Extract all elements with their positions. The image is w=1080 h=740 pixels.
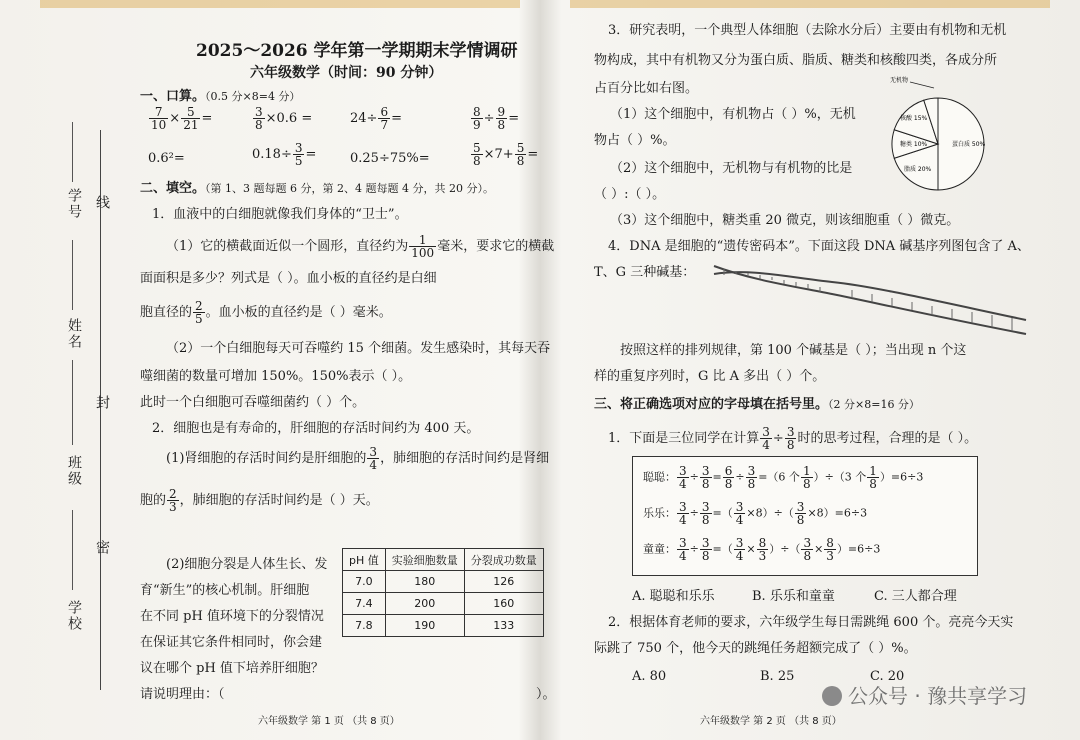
blank-line (72, 240, 73, 310)
reasoning-row-lele: 乐乐： $\frac{3}{4}$ ÷ $\frac{3}{8}$ =（ $\frac{3}{4}$ ×8）÷（ $\frac{3}{8}$ ×8）=6÷3 (643, 500, 868, 527)
question-2-2-2-line5: 议在哪个 pH 值下培养肝细胞？ (140, 661, 324, 676)
question-2-2: 2．细胞也是有寿命的，肝细胞的存活时间约为 400 天。 (152, 421, 480, 436)
composition-pie-chart (888, 74, 988, 206)
calc-item-1: $\frac{7}{10}$ × $\frac{5}{21}$ = (151, 105, 213, 132)
table-row: 7.8 190 133 (343, 615, 544, 637)
top-edge (40, 0, 520, 8)
question-2-2-2-line1: (2)细胞分裂是人体生长、发 (166, 557, 328, 572)
pie-label-nucleic: 核酸 15% (900, 115, 928, 122)
blank-line (72, 360, 73, 445)
question-3-1: （1）这个细胞中，有机物占（ ）%，无机 (610, 107, 856, 122)
question-3-1-cont: 物占（ ）%。 (594, 133, 676, 148)
question-2-2-1: (1)肾细胞的存活时间约是肝细胞的 $\frac{3}{4}$ ，肺细胞的存活时间约是肾细 (166, 445, 550, 472)
question-2-1-2: （2）一个白细胞每天可吞噬约 15 个细菌。发生感染时，其每天吞 (166, 341, 551, 356)
section3-heading: 三、将正确选项对应的字母填在括号里。（2 分×8=16 分） (594, 397, 920, 412)
table-row: 7.4 200 160 (343, 593, 544, 615)
question-4: 4．DNA 是细胞的“遗传密码本”。下面这段 DNA 碱基序列图包含了 A、 (608, 239, 1030, 254)
question-3-line1: 3．研究表明，一个典型人体细胞（去除水分后）主要由有机物和无机 (608, 23, 1007, 38)
footer-right: 六年级数学 第 2 页 （共 8 页） (700, 716, 842, 727)
question-2-2-2-line4: 在保证其它条件相同时，你会建 (140, 635, 323, 650)
pie-label-lipid: 脂质 20% (904, 166, 932, 173)
question-3-3: （3）这个细胞中，糖类重 20 微克，则该细胞重（ ）微克。 (610, 213, 960, 228)
pie-label-sugar: 糖类 10% (900, 141, 928, 148)
question-2-2-2-end: ）。 (536, 687, 556, 702)
question-2-2-2-line6: 请说明理由：（ (140, 687, 225, 702)
question-3-line2: 物构成，其中有机物又分为蛋白质、脂质、糖类和核酸四类，各成分所 (594, 53, 998, 68)
question-3-2-cont: （ ）:（ ）。 (594, 187, 666, 202)
line-label: 线 (94, 195, 110, 211)
calc-item-7: 0.25÷75%= (350, 151, 430, 166)
choice-1-option-b: B. 乐乐和童童 (752, 589, 835, 604)
choice-question-2: 2．根据体育老师的要求，六年级学生每日需跳绳 600 个。亮亮今天实 (608, 615, 1014, 630)
table-header: 分裂成功数量 (464, 549, 543, 571)
section2-heading: 二、填空。（第 1、3 题每题 6 分，第 2、4 题每题 4 分，共 20 分）。 (140, 181, 494, 196)
choice-1-option-a: A. 聪聪和乐乐 (632, 589, 715, 604)
choice-2-option-c: C. 20 (870, 669, 905, 684)
choice-2-option-a: A. 80 (632, 669, 667, 684)
question-2-1-1-cont: 面面积是多少？列式是（ ）。血小板的直径约是白细 (140, 271, 437, 286)
choice-2-option-b: B. 25 (760, 669, 795, 684)
table-header: 实验细胞数量 (385, 549, 464, 571)
top-edge-right (570, 0, 1050, 8)
calc-item-6: 0.18÷ $\frac{3}{5}$ = (252, 141, 317, 168)
table-row: 7.0 180 126 (343, 571, 544, 593)
question-2-1: 1．血液中的白细胞就像我们身体的“卫士”。 (152, 207, 408, 222)
question-2-2-1-cont: 胞的 $\frac{2}{3}$ ，肺细胞的存活时间约是（ ）天。 (140, 487, 379, 514)
section1-heading: 一、口算。（0.5 分×8=4 分） (140, 89, 301, 104)
name-label: 姓名 (66, 318, 82, 350)
blank-line (72, 510, 73, 590)
question-3-line3: 占百分比如右图。 (594, 81, 699, 96)
pie-label-protein: 蛋白质 50% (952, 141, 986, 148)
question-2-1-2-tail: 此时一个白细胞可吞噬细菌约（ ）个。 (140, 395, 366, 410)
envelope-label: 封 (94, 395, 110, 411)
question-2-2-2-line3: 在不同 pH 值环境下的分裂情况 (140, 609, 324, 624)
footer-left: 六年级数学 第 1 页 （共 8 页） (258, 716, 400, 727)
school-label: 学校 (66, 600, 82, 632)
pie-label-inorganic: 无机物 (890, 77, 909, 84)
question-3-2: （2）这个细胞中，无机物与有机物的比是 (610, 161, 853, 176)
calc-item-8: $\frac{5}{8}$ ×7+ $\frac{5}{8}$ = (473, 141, 539, 168)
reasoning-row-tongtong: 童童： $\frac{3}{4}$ ÷ $\frac{3}{8}$ =（ $\frac{3}{4}$ × $\frac{8}{3}$ ）÷（ $\frac{3}{8}$ × $\frac{8}{3}$ ）=6÷3 (643, 536, 881, 563)
reasoning-row-congcong: 聪聪： $\frac{3}{4}$ ÷ $\frac{3}{8}$ = $\frac{6}{8}$ ÷ $\frac{3}{8}$ =（6 个 $\frac{1}{8}$ ）÷（3 个 $\frac{1}{8}$ ）=6÷3 (643, 464, 924, 491)
watermark: 公众号 · 豫共享学习 (822, 680, 1027, 709)
choice-question-2-cont: 际跳了 750 个，他今天的跳绳任务超额完成了（ ）%。 (594, 641, 917, 656)
reasoning-box (632, 456, 978, 576)
choice-question-1: 1．下面是三位同学在计算 $\frac{3}{4}$ ÷ $\frac{3}{8}$ 时的思考过程，合理的是（ ）。 (608, 425, 978, 452)
question-2-1-1-tail: 胞直径的 $\frac{2}{5}$ 。血小板的直径约是（ ）毫米。 (140, 299, 392, 326)
class-label: 班级 (66, 455, 82, 487)
question-2-1-1: （1）它的横截面近似一个圆形，直径约为 $\frac{1}{100}$ 毫米，要求它的横截 (166, 233, 555, 260)
blank-line (72, 122, 73, 182)
question-4-ask: 按照这样的排列规律，第 100 个碱基是（ ）；当出现 n 个这 (620, 343, 967, 358)
ph-table (342, 548, 544, 637)
question-2-1-2-cont: 噬细菌的数量可增加 150%。150%表示（ ）。 (140, 369, 412, 384)
table-header: pH 值 (343, 549, 386, 571)
page-title: 2025～2026 学年第一学期期末学情调研 (196, 41, 518, 61)
wechat-icon (822, 686, 842, 706)
page-subtitle: 六年级数学（时间：90 分钟） (250, 65, 443, 81)
question-2-2-2-line2: 育“新生”的核心机制。肝细胞 (140, 583, 310, 598)
calc-item-2: $\frac{3}{8}$ ×0.6 = (255, 105, 313, 132)
question-4-cont: T、G 三种碱基： (594, 265, 696, 280)
calc-item-3: 24÷ $\frac{6}{7}$ = (350, 105, 402, 132)
dna-sequence-image (712, 260, 1028, 340)
number-label: 学号 (66, 188, 82, 220)
seal-label: 密 (94, 540, 110, 556)
question-4-ask-cont: 样的重复序列时，G 比 A 多出（ ）个。 (594, 369, 826, 384)
calc-item-5: 0.6²= (148, 151, 185, 166)
calc-item-4: $\frac{8}{9}$ ÷ $\frac{9}{8}$ = (473, 105, 520, 132)
choice-1-option-c: C. 三人都合理 (874, 589, 957, 604)
